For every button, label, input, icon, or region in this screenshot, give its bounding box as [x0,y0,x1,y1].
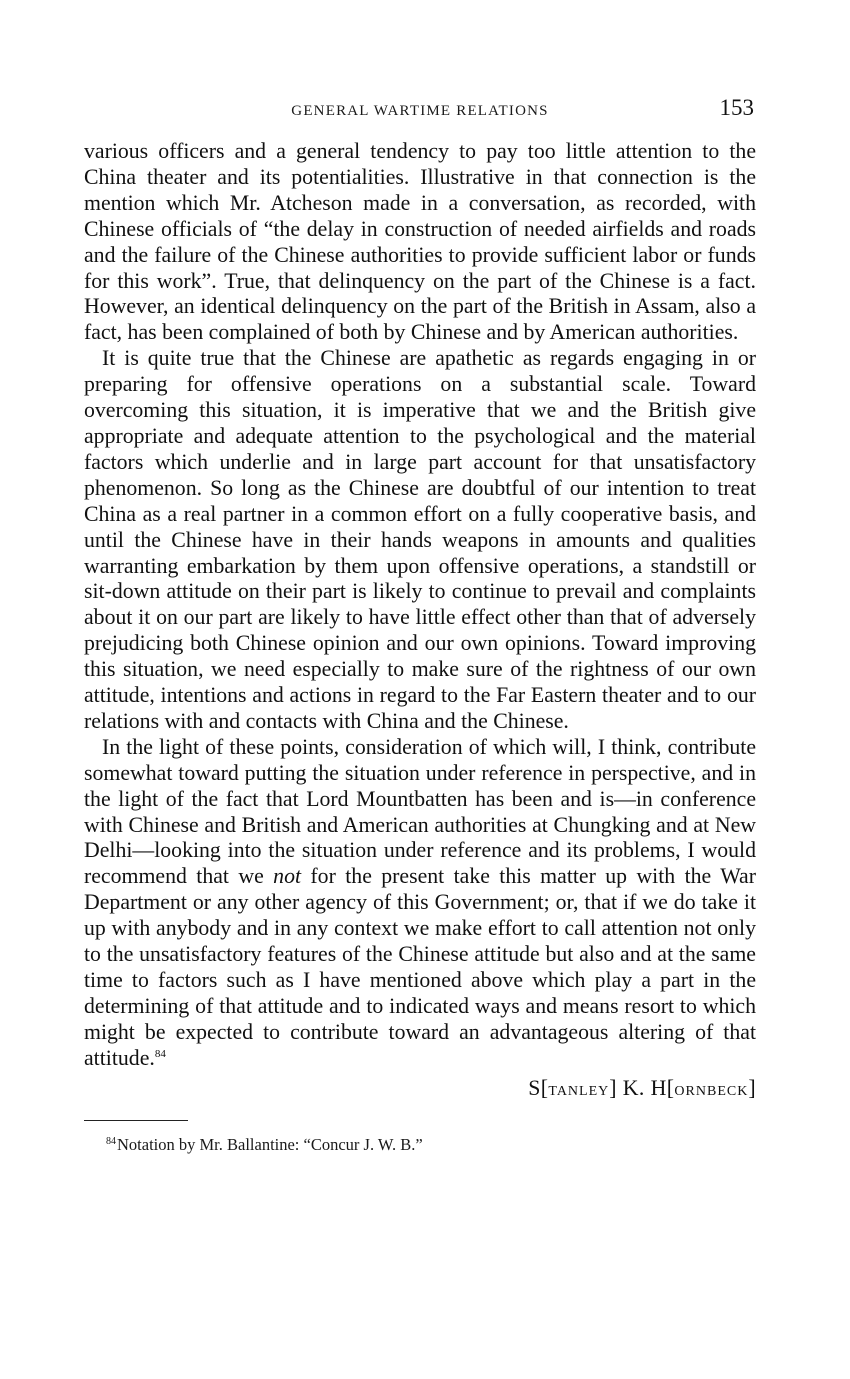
footnote-text: Notation by Mr. Ballantine: “Concur J. W. B.” [117,1134,423,1154]
footnote-reference: 84 [154,1047,166,1060]
footnote [106,1135,756,1155]
page-number: 153 [719,95,754,120]
emphasis-not: not [273,864,302,889]
signature-end: ] [748,1075,756,1100]
signature-s: S[ [528,1075,549,1100]
signature-s-rest: TANLEY [548,1083,610,1099]
paragraph-3-text-after: for the present take this matter up with the War Department or any other agency of this Government; or, that if we do take it up with anybody and in any context we make effort to call attention not only to the unsatisfactory features of the Chinese attitude but also and at the same time to factors such as I have mentioned above which play a part in the determining of that attitude and to indicated ways and means resort to which might be expected to contribute toward an advantageous altering of that attitude. [84,864,756,1070]
signature [84,1074,756,1106]
running-title: GENERAL WARTIME RELATIONS [291,103,549,119]
paragraph-3 [84,735,756,1072]
signature-middle: ] K. H[ [609,1075,675,1100]
footnote-divider [84,1120,188,1121]
running-header [84,95,756,129]
signature-h-rest: ORNBECK [674,1083,749,1099]
paragraph-1: various officers and a general tendency to pay too little attention to the China theater and its potentialities. Illustrative in that connection is the mention which Mr. Atcheson made in a conversation, as recorded, with Chinese officials of “the delay in construction of needed airfields and roads and the failure of the Chinese authorities to provide sufficient labor or funds for this work”. True, that delinquency on the part of the Chinese is a fact. However, an identical delinquency on the part of the British in Assam, also a fact, has been complained of both by Chinese and by American authorities. [84,139,756,345]
paragraph-3-text-before: In the light of these points, consideration of which will, I think, contribute somewhat toward putting the situation under reference in perspective, and in the light of the fact that Lord Mountbatten has been and is—in conference with Chinese and British and American authorities at Chungking and at New Delhi—looking into the situation under reference and its problems, I would recommend that we [84,734,756,889]
paragraph-2: It is quite true that the Chinese are apathetic as regards engaging in or preparing for offensive operations on a substantial scale. Toward overcoming this situation, it is imperative that we and the British give appropriate and adequate attention to the psychological and the material factors which underlie and in large part account for that unsatisfactory phenomenon. So long as the Chinese are doubtful of our intention to treat China as a real partner in a common effort on a fully cooperative basis, and until the Chinese have in their hands weapons in amounts and qualities warranting embarkation by them upon offensive operations, a standstill or sit-down attitude on their part is likely to continue to prevail and complaints about it on our part are likely to have little effect other than that of adversely prejudicing both Chinese opinion and our own opinions. Toward improving this situation, we need especially to make sure of the rightness of our own attitude, intentions and actions in regard to the Far Eastern theater and to our relations with and contacts with China and the Chinese. [84,346,756,733]
document-page [84,95,756,1155]
body-text [84,139,756,1072]
footnote-number: 84 [106,1135,116,1147]
